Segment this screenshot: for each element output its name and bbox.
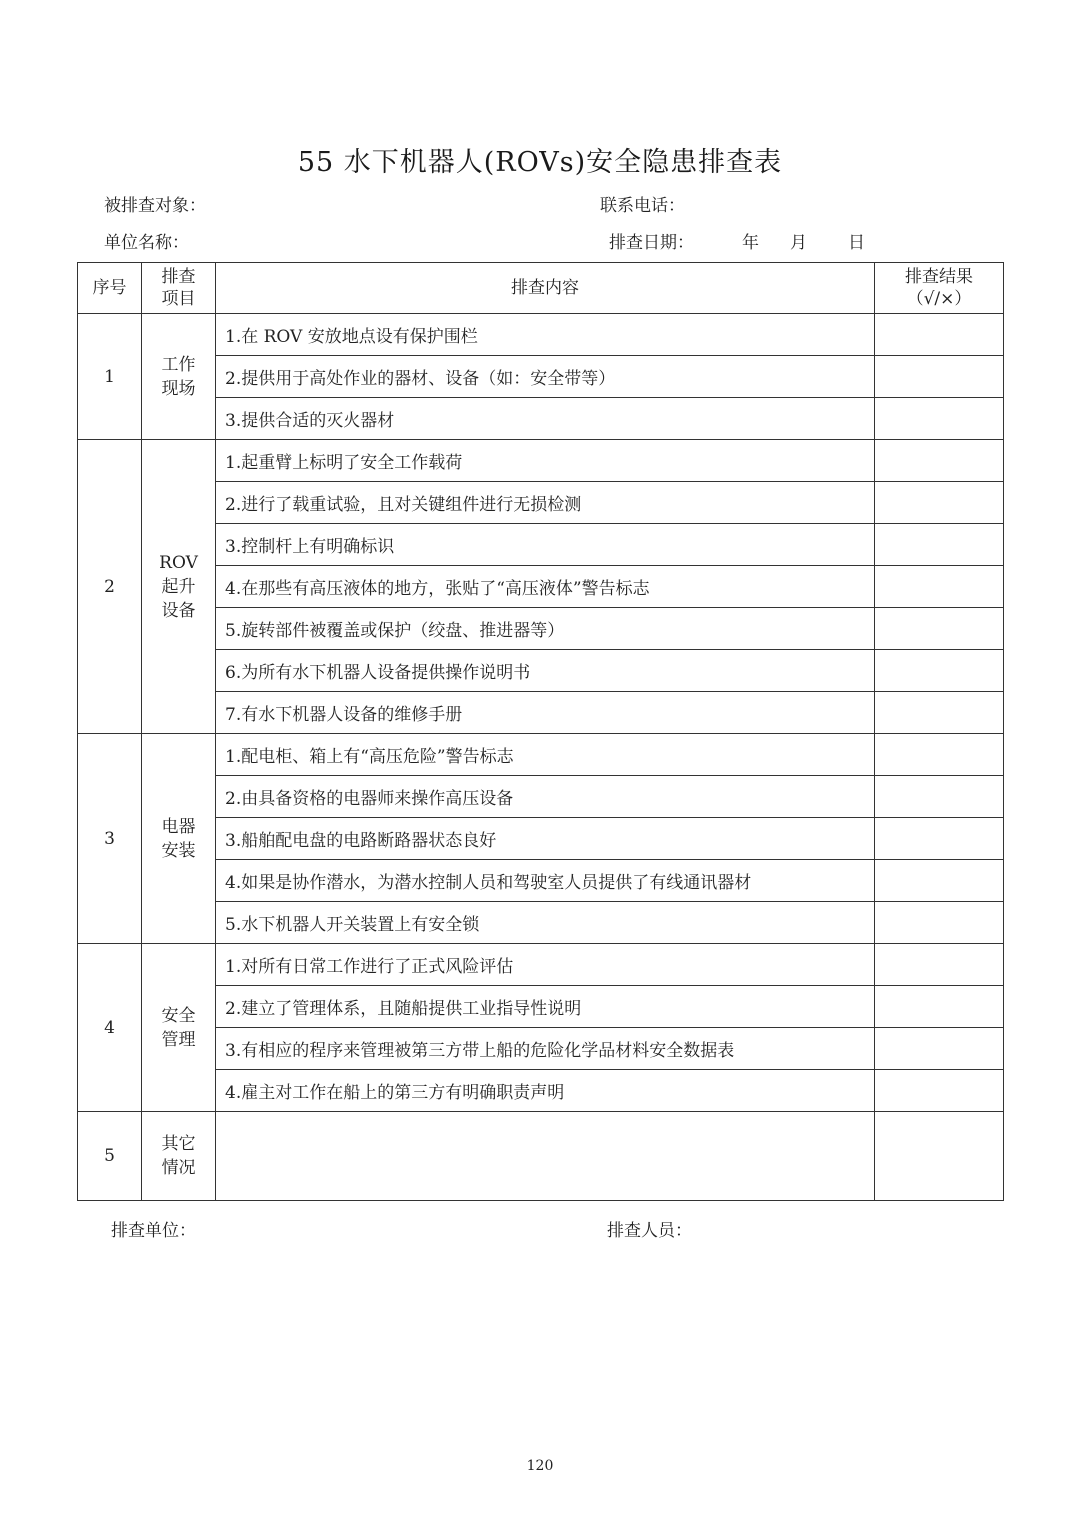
group-number: 1 — [78, 314, 142, 440]
result-cell[interactable] — [875, 734, 1004, 776]
header-content: 排查内容 — [216, 263, 875, 314]
check-content: 3.有相应的程序来管理被第三方带上船的危险化学品材料安全数据表 — [216, 1028, 875, 1070]
result-cell[interactable] — [875, 524, 1004, 566]
result-cell[interactable] — [875, 1070, 1004, 1112]
table-row — [78, 902, 1004, 944]
header-item-line: 项目 — [161, 289, 196, 309]
table-row — [78, 1112, 1004, 1201]
header-result-line: 排查结果 — [905, 267, 973, 287]
table-row — [78, 440, 1004, 482]
check-content: 2.进行了载重试验，且对关键组件进行无损检测 — [216, 482, 875, 524]
table-row — [78, 692, 1004, 734]
check-content: 7.有水下机器人设备的维修手册 — [216, 692, 875, 734]
date-month: 月 — [790, 233, 807, 253]
inspection-unit-label: 排查单位： — [111, 1221, 196, 1241]
table-row — [78, 608, 1004, 650]
group-item-line: 管理 — [161, 1029, 196, 1050]
header-result-line: （√/×） — [906, 289, 972, 309]
table-row — [78, 566, 1004, 608]
result-cell[interactable] — [875, 860, 1004, 902]
table-row — [78, 398, 1004, 440]
table-row — [78, 1070, 1004, 1112]
table-row — [78, 524, 1004, 566]
checklist-table — [77, 262, 1004, 1201]
group-item-line: 现场 — [161, 378, 196, 399]
check-content: 2.建立了管理体系，且随船提供工业指导性说明 — [216, 986, 875, 1028]
table-row — [78, 356, 1004, 398]
group-item-line: 情况 — [161, 1158, 196, 1178]
table-row — [78, 776, 1004, 818]
date-field — [609, 228, 909, 252]
target-field — [104, 191, 210, 216]
table-row — [78, 650, 1004, 692]
group-item — [142, 944, 216, 1112]
table-row — [78, 734, 1004, 776]
page-title: 55 水下机器人(ROVs)安全隐患排查表 — [297, 147, 783, 178]
result-cell[interactable] — [875, 356, 1004, 398]
header-result — [875, 263, 1004, 314]
header-item — [142, 263, 216, 314]
table-row — [78, 944, 1004, 986]
unit-label: 单位名称： — [104, 233, 189, 253]
target-label: 被排查对象： — [104, 196, 206, 216]
result-cell[interactable] — [875, 440, 1004, 482]
group-item-line: 电器 — [161, 816, 196, 837]
result-cell[interactable] — [875, 944, 1004, 986]
result-cell[interactable] — [875, 314, 1004, 356]
group-item-line: ROV — [159, 552, 198, 573]
result-cell[interactable] — [875, 692, 1004, 734]
group-item-line: 起升 — [161, 576, 196, 597]
result-cell[interactable] — [875, 1112, 1004, 1201]
check-content: 3.船舶配电盘的电路断路器状态良好 — [216, 818, 875, 860]
table-row — [78, 860, 1004, 902]
date-year: 年 — [742, 233, 759, 253]
group-number: 4 — [78, 944, 142, 1112]
table-row — [78, 986, 1004, 1028]
result-cell[interactable] — [875, 818, 1004, 860]
page-number: 120 — [526, 1458, 554, 1474]
check-content: 3.提供合适的灭火器材 — [216, 398, 875, 440]
check-content: 1.对所有日常工作进行了正式风险评估 — [216, 944, 875, 986]
group-item-line: 工作 — [161, 354, 196, 375]
table-row — [78, 818, 1004, 860]
check-content: 2.由具备资格的电器师来操作高压设备 — [216, 776, 875, 818]
phone-label: 联系电话： — [600, 196, 685, 216]
group-number: 2 — [78, 440, 142, 734]
group-item-line: 设备 — [161, 600, 196, 621]
group-number: 5 — [78, 1112, 142, 1201]
table-row — [78, 482, 1004, 524]
check-content: 3.控制杆上有明确标识 — [216, 524, 875, 566]
unit-field — [104, 228, 193, 253]
check-content: 5.水下机器人开关装置上有安全锁 — [216, 902, 875, 944]
check-content: 6.为所有水下机器人设备提供操作说明书 — [216, 650, 875, 692]
result-cell[interactable] — [875, 776, 1004, 818]
group-item-line: 安装 — [161, 840, 196, 861]
check-content: 1.配电柜、箱上有“高压危险”警告标志 — [216, 734, 875, 776]
group-item — [142, 314, 216, 440]
table-row — [78, 314, 1004, 356]
date-label: 排查日期： — [609, 233, 694, 253]
result-cell[interactable] — [875, 608, 1004, 650]
result-cell[interactable] — [875, 986, 1004, 1028]
result-cell[interactable] — [875, 650, 1004, 692]
group-item-line: 安全 — [161, 1005, 196, 1026]
group-item — [142, 440, 216, 734]
check-content[interactable] — [216, 1112, 875, 1201]
check-content: 4.如果是协作潜水，为潜水控制人员和驾驶室人员提供了有线通讯器材 — [216, 860, 875, 902]
date-day: 日 — [848, 233, 865, 253]
check-content: 1.在 ROV 安放地点设有保护围栏 — [216, 314, 875, 356]
header-no: 序号 — [78, 263, 142, 314]
group-item-line: 其它 — [161, 1134, 196, 1154]
table-row — [78, 1028, 1004, 1070]
group-item — [142, 1112, 216, 1201]
check-content: 4.在那些有高压液体的地方，张贴了“高压液体”警告标志 — [216, 566, 875, 608]
result-cell[interactable] — [875, 482, 1004, 524]
result-cell[interactable] — [875, 902, 1004, 944]
result-cell[interactable] — [875, 566, 1004, 608]
check-content: 4.雇主对工作在船上的第三方有明确职责声明 — [216, 1070, 875, 1112]
group-item — [142, 734, 216, 944]
result-cell[interactable] — [875, 1028, 1004, 1070]
group-number: 3 — [78, 734, 142, 944]
check-content: 1.起重臂上标明了安全工作载荷 — [216, 440, 875, 482]
result-cell[interactable] — [875, 398, 1004, 440]
phone-field — [600, 191, 689, 216]
check-content: 2.提供用于高处作业的器材、设备（如：安全带等） — [216, 356, 875, 398]
header-row — [78, 263, 1004, 314]
header-item-line: 排查 — [161, 267, 196, 287]
inspector-label: 排查人员： — [607, 1221, 692, 1241]
check-content: 5.旋转部件被覆盖或保护（绞盘、推进器等） — [216, 608, 875, 650]
